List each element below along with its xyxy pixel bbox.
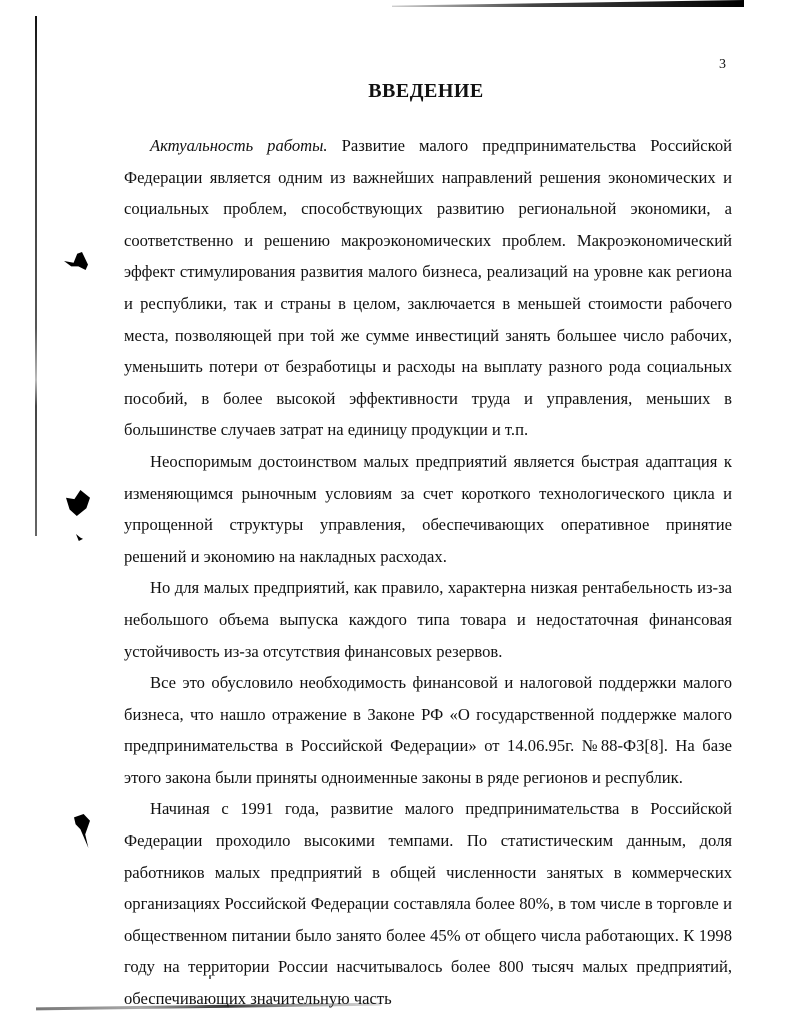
paragraph-relevance <box>124 130 732 446</box>
paragraph-statistics: Начиная с 1991 года, развитие малого предпринимательства в Российской Федерации проходило высокими темпами. По статистическим данным, доля работников малых предприятий в общей численности занятых в коммерческих организациях Российской Федерации составляла более 80%, в том числе в торговле и общественном питании было занято более 45% от общего числа работающих. К 1998 году на территории России насчитывалось более 800 тысяч малых предприятий, обеспечивающих значительную часть <box>124 799 732 1009</box>
scan-edge-top <box>392 0 744 7</box>
paragraph-advantages: Неоспоримым достоинством малых предприятий является быстрая адаптация к изменяющимся рыночным условиям за счет короткого технологического цикла и упрощенной структуры управления, обеспечивающих оперативное принятие решений и экономию на накладных расходах. <box>124 451 732 566</box>
page-number: 3 <box>719 57 726 72</box>
scan-artifact <box>76 534 83 541</box>
document-body <box>124 130 732 1015</box>
page-title: ВВЕДЕНИЕ <box>368 80 484 102</box>
scan-artifact <box>66 490 90 516</box>
relevance-lead: Актуальность работы. <box>150 136 328 155</box>
paragraph-text: Развитие малого предпринимательства Российской Федерации является одним из важнейших направлений решения экономических и социальных проблем, способствующих развитию региональной экономики, а соответственно и решению макроэкономических проблем. Макроэкономический эффект стимулирования развития малого бизнеса, реализаций на уровне как региона и республики, так и страны в целом, заключается в меньшей стоимости рабочего места, позволяющей при той же сумме инвестиций занять большее число рабочих, уменьшить потери от безработицы и расходы на выплату разного рода социальных пособий, в более высокой эффективности труда и управления, меньших в большинстве случаев затрат на единицу продукции и т.п. <box>124 136 732 440</box>
paragraph-profitability: Но для малых предприятий, как правило, характерна низкая рентабельность из-за небольшого объема выпуска каждого типа товара и недостаточная финансовая устойчивость из-за отсутствия финансовых резервов. <box>124 578 732 661</box>
scan-artifact <box>64 252 88 270</box>
paragraph-law: Все это обусловило необходимость финансовой и налоговой поддержки малого бизнеса, что нашло отражение в Законе РФ «О государственной поддержке малого предпринимательства в Российской Федерации» от 14.06.95г. №88-ФЗ[8]. На базе этого закона были приняты одноименные законы в ряде регионов и республик. <box>124 673 732 787</box>
scan-artifact <box>74 814 90 848</box>
